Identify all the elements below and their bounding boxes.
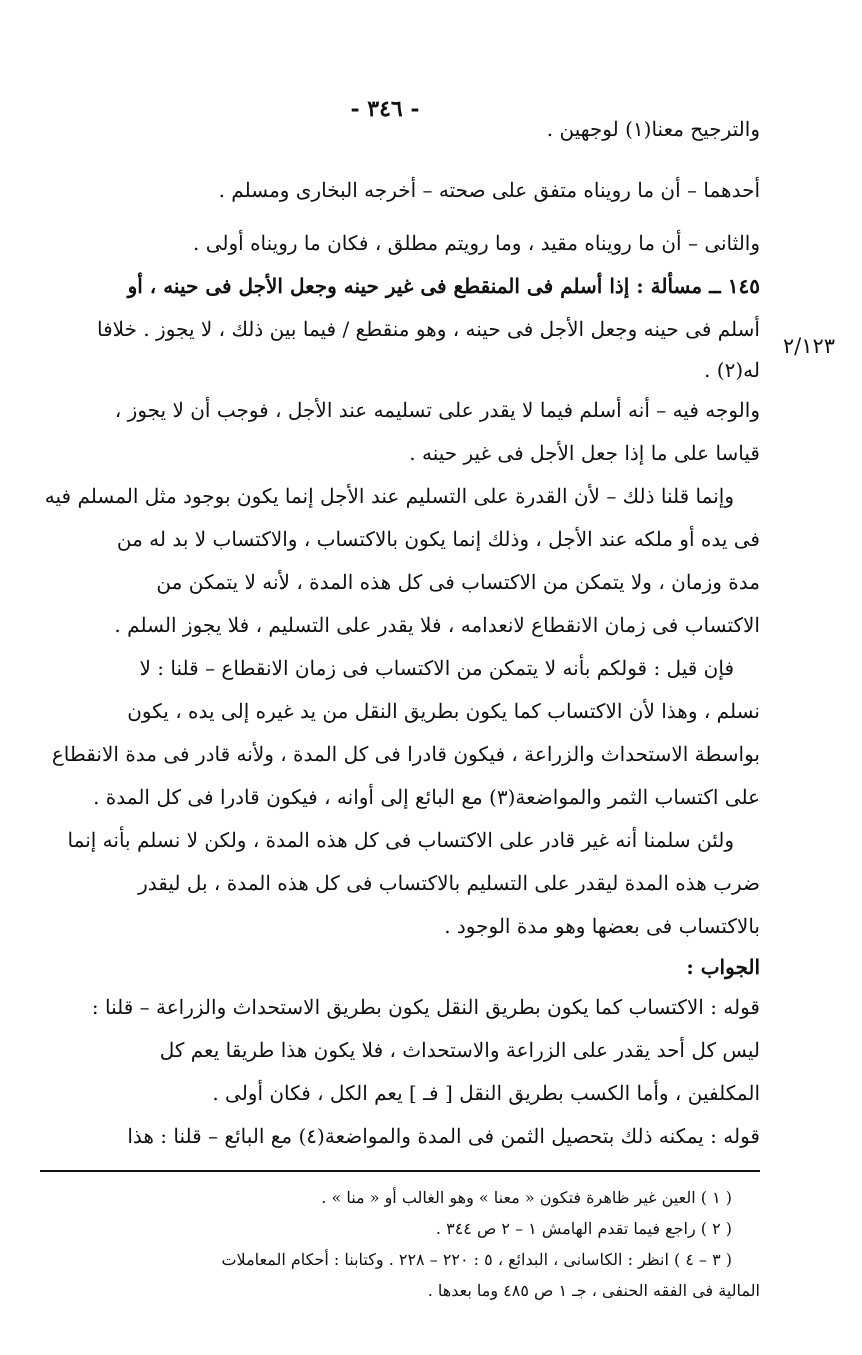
margin-reference: ٢/١٢٣ bbox=[782, 334, 836, 358]
footnote-separator bbox=[40, 1170, 760, 1172]
text-line: على اكتساب الثمر والمواضعة(٣) مع البائع إلى أوانه ، فيكون قادرا فى كل المدة . bbox=[93, 785, 760, 809]
text-line: وإنما قلنا ذلك – لأن القدرة على التسليم عند الأجل إنما يكون بوجود مثل المسلم فيه bbox=[44, 484, 734, 508]
footnote: ( ٣ – ٤ ) انظر : الكاسانى ، البدائع ، ٥ : ٢٢٠ – ٢٢٨ . وكتابنا : أحكام المعاملات bbox=[221, 1250, 732, 1269]
main-text bbox=[40, 108, 760, 1158]
text-line: الاكتساب فى زمان الانقطاع لانعدامه ، فلا يقدر على التسليم ، فلا يجوز السلم . bbox=[114, 613, 760, 637]
text-line: ولئن سلمنا أنه غير قادر على الاكتساب فى كل هذه المدة ، ولكن لا نسلم بأنه إنما bbox=[67, 828, 734, 852]
text-line: بالاكتساب فى بعضها وهو مدة الوجود . bbox=[444, 914, 760, 938]
text-line: والوجه فيه – أنه أسلم فيما لا يقدر على تسليمه عند الأجل ، فوجب أن لا يجوز ، bbox=[114, 398, 760, 422]
footnote-continuation: المالية فى الفقه الحنفى ، جـ ١ ص ٤٨٥ وما بعدها . bbox=[427, 1281, 760, 1300]
footnotes bbox=[40, 1182, 760, 1306]
text-line: مدة وزمان ، ولا يتمكن من الاكتساب فى كل هذه المدة ، لأنه لا يتمكن من bbox=[156, 570, 760, 594]
text-line: والترجيح معنا(١) لوجهين . bbox=[546, 117, 760, 141]
answer-heading: الجواب : bbox=[686, 955, 760, 979]
text-line: قوله : يمكنه ذلك بتحصيل الثمن فى المدة والمواضعة(٤) مع البائع – قلنا : هذا bbox=[127, 1124, 760, 1148]
footnote: ( ٢ ) راجع فيما تقدم الهامش ١ – ٢ ص ٣٤٤ . bbox=[435, 1219, 732, 1238]
text-line: له(٢) . bbox=[704, 358, 760, 382]
text-line: أحدهما – أن ما رويناه متفق على صحته – أخرجه البخارى ومسلم . bbox=[218, 178, 760, 202]
text-line: أسلم فى حينه وجعل الأجل فى حينه ، وهو منقطع / فيما بين ذلك ، لا يجوز . خلافا bbox=[97, 317, 760, 341]
text-line: قوله : الاكتساب كما يكون بطريق النقل يكون بطريق الاستحداث والزراعة – قلنا : bbox=[91, 995, 760, 1019]
text-line: المكلفين ، وأما الكسب بطريق النقل [ فـ ] يعم الكل ، فكان أولى . bbox=[212, 1081, 760, 1105]
footnote: ( ١ ) العين غير ظاهرة فتكون « معنا » وهو الغالب أو « منا » . bbox=[321, 1188, 732, 1207]
page-number: - ٣٤٦ - bbox=[350, 96, 420, 122]
text-line: ليس كل أحد يقدر على الزراعة والاستحداث ، فلا يكون هذا طريقا يعم كل bbox=[159, 1038, 760, 1062]
text-line: ضرب هذه المدة ليقدر على التسليم بالاكتساب فى كل هذه المدة ، بل ليقدر bbox=[138, 871, 760, 895]
text-line: والثانى – أن ما رويناه مقيد ، وما رويتم مطلق ، فكان ما رويناه أولى . bbox=[193, 231, 760, 255]
text-line: فى يده أو ملكه عند الأجل ، وذلك إنما يكون بالاكتساب ، والاكتساب لا بد له من bbox=[116, 527, 760, 551]
issue-heading-line: ١٤٥ ــ مسألة : إذا أسلم فى المنقطع فى غير حينه وجعل الأجل فى حينه ، أو bbox=[127, 274, 760, 298]
text-line: فإن قيل : قولكم بأنه لا يتمكن من الاكتساب فى زمان الانقطاع – قلنا : لا bbox=[139, 656, 734, 680]
text-line: قياسا على ما إذا جعل الأجل فى غير حينه . bbox=[409, 441, 760, 465]
text-line: نسلم ، وهذا لأن الاكتساب كما يكون بطريق النقل من يد غيره إلى يده ، يكون bbox=[127, 699, 760, 723]
text-line: بواسطة الاستحداث والزراعة ، فيكون قادرا فى كل المدة ، ولأنه قادر فى مدة الانقطاع bbox=[51, 742, 760, 766]
